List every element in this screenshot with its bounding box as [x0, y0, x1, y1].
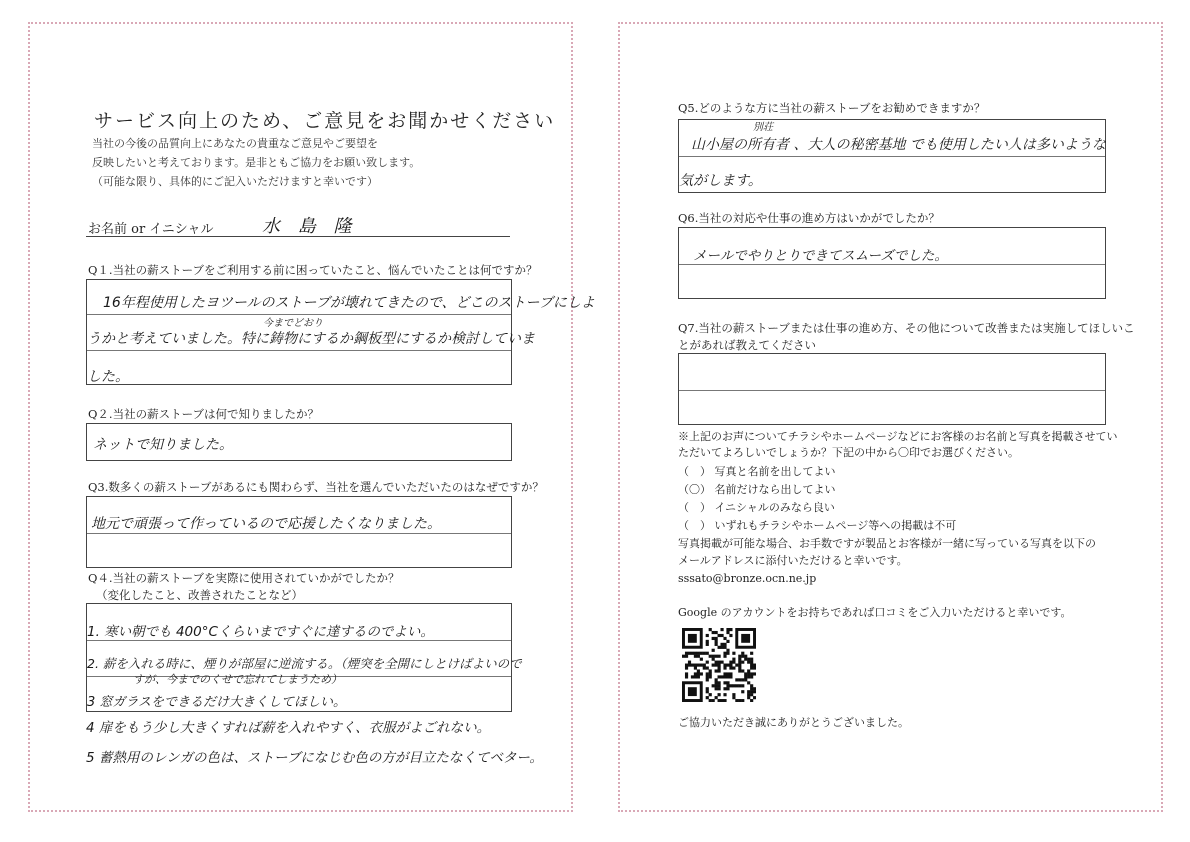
q4-label: Q４.当社の薪ストーブを実際に使用されていかがでしたか？: [88, 571, 400, 585]
intro-text: 当社の今後の品質向上にあなたの貴重なご意見やご要望を 反映したいと考えております。是非ともご協力をお願い致します。 （可能な限り、具体的にご記入いただけますと幸いです）: [92, 137, 421, 188]
q3-answer-box[interactable]: [86, 496, 512, 568]
qr-code-icon[interactable]: [682, 628, 756, 702]
email-address[interactable]: sssato@bronze.ocn.ne.jp: [678, 572, 817, 585]
qr-code-graphic: [682, 628, 756, 702]
q4-answer-1: 1. 寒い朝でも 400°Cくらいまですぐに達するのでよい。: [87, 624, 434, 640]
q5-answer-box[interactable]: [678, 119, 1106, 193]
name-value: 水 島 隆: [262, 216, 358, 237]
page-title: サービス向上のため、ご意見をお聞かせください: [94, 110, 556, 132]
q4-answer-3: 3 窓ガラスをできるだけ大きくしてほしい。: [87, 695, 347, 710]
q1-answer-line-3: した。: [87, 369, 129, 385]
q4-answer-box[interactable]: [86, 603, 522, 712]
name-label: お名前 or イニシャル: [88, 222, 214, 237]
option-mark: （〇）: [678, 483, 711, 496]
q2-label: Q２.当社の薪ストーブは何で知りましたか？: [88, 407, 320, 421]
q4-answer-5: 5 蓄熱用のレンガの色は、ストーブになじむ色の方が目立たなくてベター。: [86, 750, 543, 766]
photo-note-line-1: 写真掲載が可能な場合、お手数ですが製品とお客様が一緒に写っている写真を以下の: [678, 537, 1096, 550]
q5-note: 別荘: [753, 122, 773, 133]
option-photo-and-name[interactable]: [678, 463, 836, 479]
q4-answer-2-cont: すが、今までのくせで忘れてしまうため）: [133, 673, 342, 686]
q5-answer-line-1: 山小屋の所有者 、大人の秘密基地 でも使用したい人は多いような: [691, 137, 1106, 153]
publish-notice-line-2: ただいてよろしいでしょうか？下記の中から〇印でお選びください。: [678, 446, 1019, 459]
option-text: 名前だけなら出してよい: [714, 483, 836, 496]
option-mark: （ ）: [678, 465, 711, 478]
q3-answer: 地元で頑張って作っているので応援したくなりました。: [91, 516, 441, 532]
q4-sub-label: （変化したこと、改善されたことなど）: [96, 588, 303, 602]
q5-answer-line-2: 気がします。: [679, 173, 762, 189]
q4-answer-4: 4 扉をもう少し大きくすれば薪を入れやすく、衣服がよごれない。: [86, 720, 491, 736]
q3-label: Q3.数多くの薪ストーブがあるにも関わらず、当社を選んでいただいたのはなぜですか？: [88, 480, 544, 494]
q1-answer-box[interactable]: [86, 279, 595, 385]
option-text: 写真と名前を出してよい: [714, 465, 836, 478]
q6-label: Q6.当社の対応や仕事の進め方はいかがでしたか？: [678, 211, 940, 225]
q1-label: Q１.当社の薪ストーブをご利用する前に困っていたこと、悩んでいたことは何ですか？: [88, 263, 538, 277]
option-initials-only[interactable]: [678, 499, 835, 515]
thanks-text: ご協力いただき誠にありがとうございました。: [678, 716, 909, 729]
q7-label-line-2: とがあれば教えてください: [678, 338, 816, 352]
option-text: イニシャルのみなら良い: [714, 501, 835, 514]
photo-note-line-2: メールアドレスに添付いただけると幸いです。: [678, 554, 908, 567]
q4-answer-2: 2. 薪を入れる時に、煙りが部屋に逆流する。（煙突を全開にしとけばよいので: [87, 656, 522, 671]
google-review-note: Google のアカウントをお持ちであれば口コミをご入力いただけると幸いです。: [678, 606, 1072, 619]
q1-note: 今までどおり: [263, 318, 323, 329]
q5-label: Q5.どのような方に当社の薪ストーブをお勧めできますか？: [678, 101, 986, 115]
option-mark: （ ）: [678, 519, 711, 532]
right-page: [618, 22, 1163, 812]
q6-answer-box[interactable]: [678, 227, 1106, 299]
q1-answer-line-1: 16年程使用したヨツールのストーブが壊れてきたので、どこのストーブにしよ: [103, 295, 595, 311]
q7-label-line-1: Q7.当社の薪ストーブまたは仕事の進め方、その他について改善または実施してほしいこ: [678, 321, 1135, 335]
left-page: [28, 22, 595, 812]
q7-answer-box[interactable]: [678, 353, 1106, 425]
q6-answer: メールでやりとりできてスムーズでした。: [693, 248, 948, 264]
option-mark: （ ）: [678, 501, 711, 514]
publish-notice-line-1: ※上記のお声についてチラシやホームページなどにお客様のお名前と写真を掲載させてい: [678, 430, 1118, 443]
option-none[interactable]: [678, 517, 956, 533]
name-underline: [86, 236, 510, 237]
q2-answer-box[interactable]: [86, 423, 512, 461]
option-name-only[interactable]: [678, 481, 836, 497]
q1-answer-line-2: うかと考えていました。特に鋳物にするか鋼板型にするか検討していま: [87, 331, 535, 347]
option-text: いずれもチラシやホームページ等への掲載は不可: [714, 519, 957, 532]
q2-answer: ネットで知りました。: [93, 437, 233, 453]
